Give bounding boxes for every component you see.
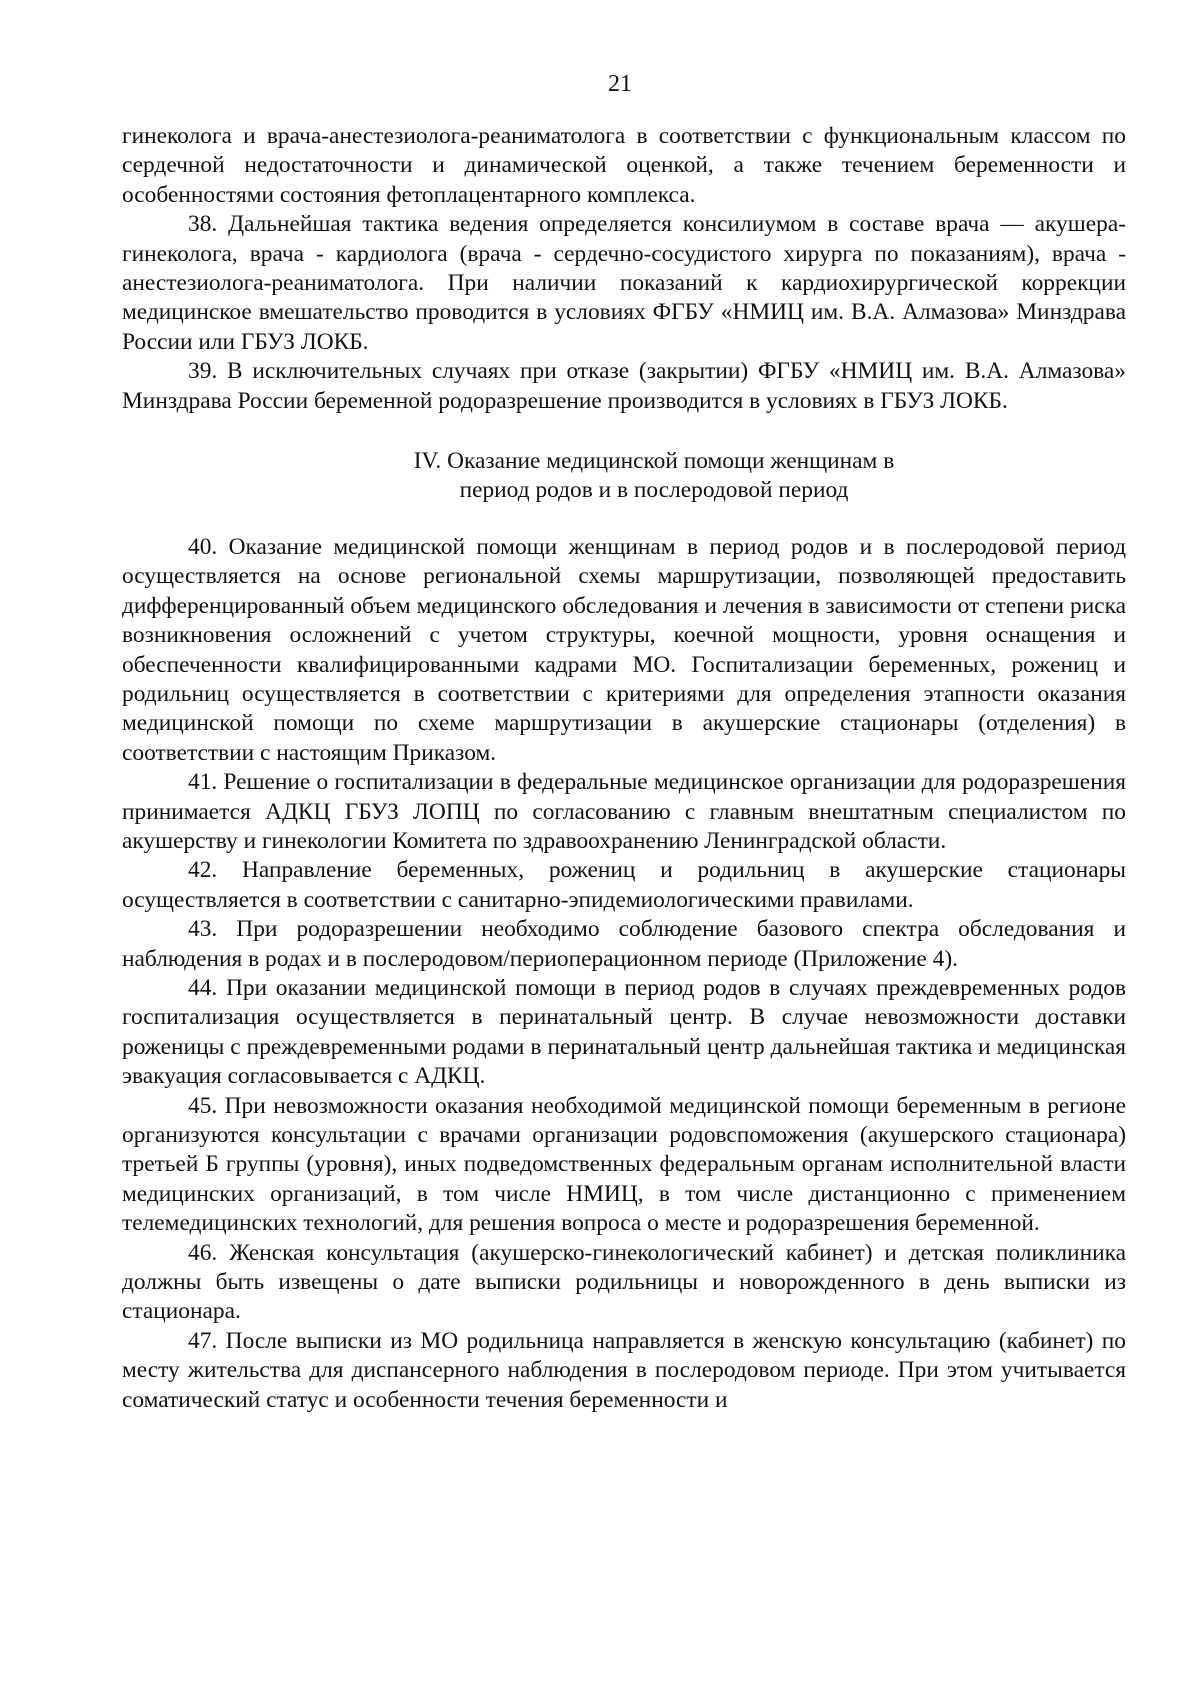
paragraph-45: 45. При невозможности оказания необходимой медицинской помощи беременным в регионе организуются консультации с врачами организации родовспоможения (акушерского стационара) третьей Б группы (уровня), иных подведомственных федеральным органам исполнительной власти медицинских организаций, в том числе НМИЦ, в том числе дистанционно с применением телемедицинских технологий, для решения вопроса о месте и родоразрешения беременной. [122,1092,1126,1237]
paragraph-42: 42. Направление беременных, рожениц и родильниц в акушерские стационары осуществляется в соответствии с санитарно-эпидемиологическими правилами. [122,857,1126,913]
paragraph-39: 39. В исключительных случаях при отказе (закрытии) ФГБУ «НМИЦ им. В.А. Алмазова» Минздрава России беременной родоразрешение производится в условиях в ГБУЗ ЛОКБ. [122,358,1126,414]
paragraph-38: 38. Дальнейшая тактика ведения определяется консилиумом в составе врача — акушера-гинеколога, врача - кардиолога (врача - сердечно-сосудистого хирурга по показаниям), врача - анестезиолога-реаниматолога. При наличии показаний к кардиохирургической коррекции медицинское вмешательство проводится в условиях ФГБУ «НМИЦ им. В.А. Алмазова» Минздрава России или ГБУЗ ЛОКБ. [122,211,1126,355]
paragraph-43: 43. При родоразрешении необходимо соблюдение базового спектра обследования и наблюдения в родах и в послеродовом/периоперационном периоде (Приложение 4). [122,916,1126,972]
paragraph-41: 41. Решение о госпитализации в федеральные медицинское организации для родоразрешения принимается АДКЦ ГБУЗ ЛОПЦ по согласованию с главным внештатным специалистом по акушерству и гинекологии Комитета по здравоохранению Ленинградской области. [122,769,1126,854]
paragraph-continuation: гинеколога и врача-анестезиолога-реаниматолога в соответствии с функциональным классом по сердечной недостаточности и динамической оценкой, а также течением беременности и особенностями состояния фетоплацентарного комплекса. [122,123,1126,208]
document-body [122,122,1126,1415]
section-heading-line-1: IV. Оказание медицинской помощи женщинам в [413,448,895,475]
page-number: 21 [608,71,632,97]
section-heading [122,447,1126,506]
section-heading-line-2: период родов и в послеродовой период [459,477,849,504]
paragraph-40: 40. Оказание медицинской помощи женщинам в период родов и в послеродовой период осуществляется на основе региональной схемы маршрутизации, позволяющей предоставить дифференцированный объем медицинского обследования и лечения в зависимости от степени риска возникновения осложнений с учетом структуры, коечной мощности, уровня оснащения и обеспеченности квалифицированными кадрами МО. Госпитализации беременных, рожениц и родильниц осуществляется в соответствии с критериями для определения этапности оказания медицинской помощи по схеме маршрутизации в акушерские стационары (отделения) в соответствии с настоящим Приказом. [122,533,1126,766]
paragraph-47: 47. После выписки из МО родильница направляется в женскую консультацию (кабинет) по месту жительства для диспансерного наблюдения в послеродовом периоде. При этом учитывается соматический статус и особенности течения беременности и [122,1327,1126,1413]
paragraph-46: 46. Женская консультация (акушерско-гинекологический кабинет) и детская поликлиника должны быть извещены о дате выписки родильницы и новорожденного в день выписки из стационара. [122,1239,1126,1325]
paragraph-44: 44. При оказании медицинской помощи в период родов в случаях преждевременных родов госпитализация осуществляется в перинатальный центр. В случае невозможности доставки роженицы с преждевременными родами в перинатальный центр дальнейшая тактика и медицинская эвакуация согласовывается с АДКЦ. [122,974,1126,1090]
